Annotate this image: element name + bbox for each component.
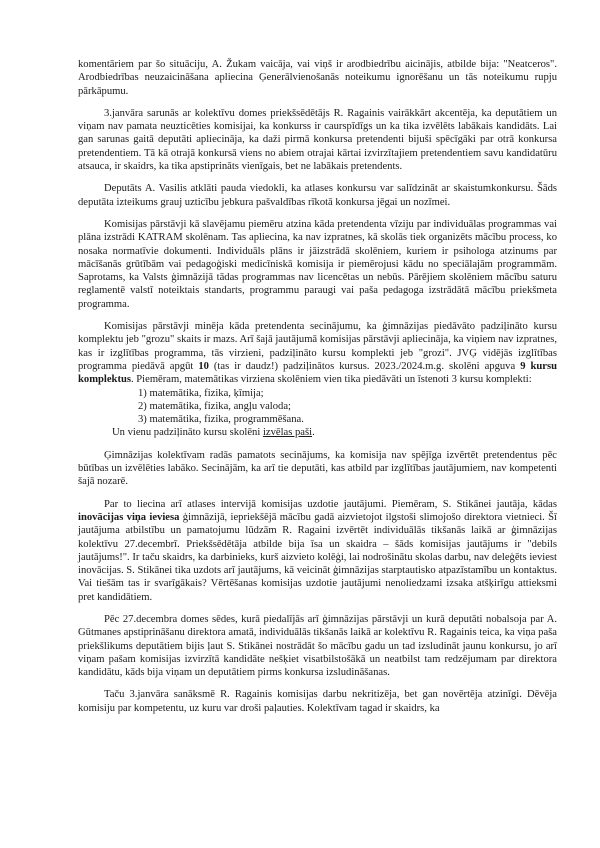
paragraph-7-bold-innovations: inovācijas viņa ieviesa bbox=[78, 511, 180, 523]
paragraph-5-text-b: (tas ir daudz!) padziļinātos kursus. 2023./2024.m.g. skolēni apguva bbox=[208, 360, 521, 372]
paragraph-6: Ģimnāzijas kolektīvam radās pamatots secinājums, ka komisija nav spējīga izvērtēt pretendentus pēc būtības un izvēlēties labāko. Secinājām, ka arī tie deputāti, kas atbild par izglītības jautājumiem, nav kompetenti šajā nozarē. bbox=[78, 449, 557, 488]
course-set-list bbox=[138, 387, 557, 427]
list-item: 1) matemātika, fizika, ķīmija; bbox=[138, 387, 264, 399]
paragraph-7 bbox=[78, 498, 557, 604]
paragraph-7-text-a: Par to liecina arī atlases intervijā komisijas uzdotie jautājumi. Piemēram, S. Stikānei jautāja, kādas bbox=[104, 498, 557, 510]
paragraph-4: Komisijas pārstāvji kā slavējamu piemēru atzina kāda pretendenta vīziju par individuālas programmas vai plāna izstrādi KATRAM skolēnam. Tas apliecina, ka nav izpratnes, kā skolās tiek organizēts mācību process, ko nosaka normatīvie dokumenti. Individuāls plāns ir jāizstrādā skolēniem, kuriem ir psihologa atzinums par mācīšanās grūtībām vai pedagoģiski medicīniskā komisija ir piemērojusi kādu no speciālajām programmām. Saprotams, ka Valsts ģimnāzijā tādas programmas nav licencētas un nebūs. Pārējiem skolēniem mācību saturu reglamentē valstī noteiktais standarts, programmu paraugi vai paša pedagoga izstrādātā mācību priekšmeta programma. bbox=[78, 218, 557, 310]
paragraph-1: komentāriem par šo situāciju, A. Žukam vaicāja, vai viņš ir arodbiedrību aicinājis, atbilde bija: "Neatceros". Arodbiedrības neuzaicināšana apliecina Ģenerālvienošanās noteikumu ignorēšanu un tās noteikumu rupju pārkāpumu. bbox=[78, 59, 557, 97]
tail-text-b: . bbox=[312, 427, 315, 439]
tail-text-a: Un vienu padziļināto kursu skolēni bbox=[112, 427, 263, 439]
paragraph-2: 3.janvāra sarunās ar kolektīvu domes priekšsēdētājs R. Ragainis vairākkārt akcentēja, ka deputātiem un viņam nav pamata neuzticēties komisijai, ka konkurss ir caurspīdīgs un ka tika izvēlēts labākais kandidāts. Lai gan sarunas gaitā deputāti apliecināja, ka daži pirmā konkursa pretendenti bijuši spēcīgāki par otrā konkursa pretendentiem. Tā kā otrajā konkursā viens no abiem otrajai kārtai izvirzītajiem pretendentiem savu kandidatūru atsauca, ir skaidrs, ka tika apstiprināts vienīgais, bet ne labākais pretendents. bbox=[78, 107, 557, 173]
paragraph-5 bbox=[78, 320, 557, 386]
paragraph-9: Taču 3.janvāra sanāksmē R. Ragainis komisijas darbu nekritizēja, bet gan novērtēja atzinīgi. Dēvēja komisiju par kompetentu, uz kuru var droši paļauties. Kolektīvam tagad ir skaidrs, ka bbox=[78, 689, 557, 714]
list-item: 3) matemātika, fizika, programmēšana. bbox=[138, 414, 304, 426]
paragraph-3: Deputāts A. Vasilis atklāti pauda viedokli, ka atlases konkursu var salīdzināt ar skaistumkonkursu. Šāds deputāta izteikums grauj uzticību jebkura pašvaldības rīkotā konkursa jēgai un nozīmei. bbox=[78, 183, 557, 208]
paragraph-5-text-c: . Piemēram, matemātikas virziena skolēniem vien tika piedāvāti un īstenoti 3 kursu komplekti: bbox=[130, 374, 532, 386]
paragraph-8: Pēc 27.decembra domes sēdes, kurā piedalījās arī ģimnāzijas pārstāvji un kurā deputāti nobalsoja par A. Gūtmanes apstiprināšanu direktora amatā, individuālās tikšanās laikā ar kolektīvu R. Ragainis teica, ka viņa paša priekšlikums deputātiem bijis ļaut S. Stikānei nostrādāt šo mācību gadu un tad izsludināt jaunu konkursu, jo arī viņam pašam komisijas izvirzītā kandidāte nešķiet visatbilstošākā un neatbilst tam redzējumam par direktora kandidātu, kāds bija viņam un deputātiem pirms konkursa izsludināšanas. bbox=[78, 613, 557, 679]
paragraph-5-tail bbox=[112, 426, 557, 439]
paragraph-7-text-b: ģimnāzijā, iepriekšējā mācību gadā aizvietojot ilgstoši slimojošo direktora vietnieci. Šī jautājuma atbilstību un pamatojumu lūdzām R. Ragaini izvērtēt individuālās tikšanās laikā ar ģimnāzijas kolektīvu 27.decembrī. Priekšsēdētāja atbilde bija īsa un skaidra – šāds komisijas jautājums ir "debils jautājums!". Ir taču skaidrs, ka darbinieks, kurš aizvieto kolēģi, lai nodrošinātu skolas darbu, nav deleģēts ieviest inovācijas. S. Stikānei tika uzdots arī jautājums, kā veicināt ģimnāzijas starptautisko atpazīstamību un kontaktus. Vai tiešām tas ir svarīgākais? Vērtēšanas komisijas uzdotie jautājumi nenoliedzami izsaka atšķirīgu attieksmi pret kandidātiem. bbox=[78, 511, 557, 603]
paragraph-5-bold-course-sets: 9 kursu komplektus bbox=[78, 360, 557, 386]
list-item: 2) matemātika, fizika, angļu valoda; bbox=[138, 400, 291, 412]
tail-underlined-text: izvēlas paši bbox=[262, 427, 313, 439]
paragraph-5-bold-course-count: 10 bbox=[198, 360, 209, 372]
paragraph-5-text-a: Komisijas pārstāvji minēja kāda pretendenta secinājumu, ka ģimnāzijas piedāvāto padziļināto kursu komplektu jeb "grozu" skaits ir mazs. Arī šajā jautājumā komisijas pārstāvji apliecināja, ka viņiem nav izpratnes, kas ir izglītības programma, tās virzieni, padziļināto kursu komplekti jeb "grozi". JVĢ vidējās izglītības programma piedāvā apgūt bbox=[78, 321, 557, 372]
